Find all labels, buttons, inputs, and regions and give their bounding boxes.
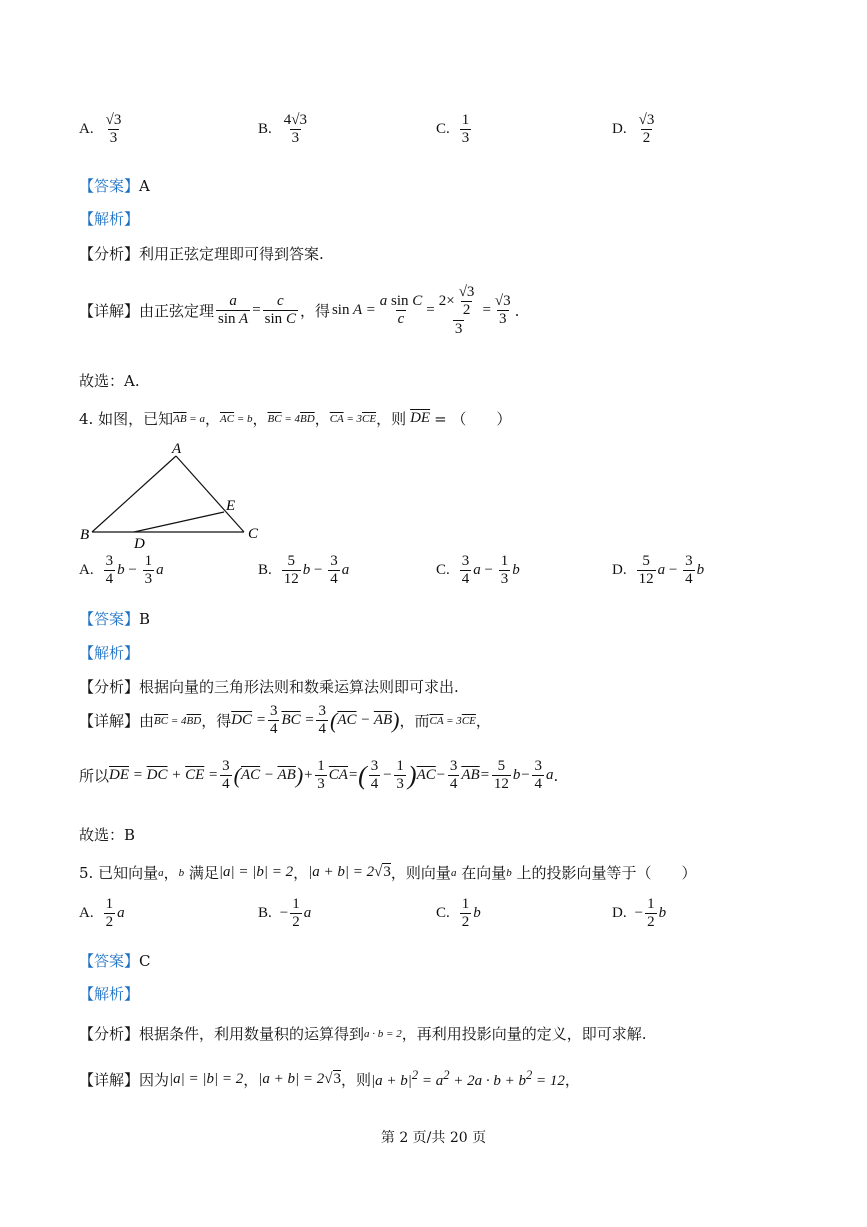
formula-compound: 2× $\frac{√3}{2}$ 3: [438, 284, 475, 337]
option-fraction: [460, 112, 472, 148]
answer-tag: 【答案】: [79, 952, 140, 970]
fenxi-text: 根据向量的三角形法则和数乘运算法则即可求出.: [139, 678, 459, 696]
analysis-tag: 【解析】: [79, 210, 140, 228]
q5-option-a: A. $\frac{1}{2}$ a: [79, 896, 125, 931]
fenxi-text: 利用正弦定理即可得到答案.: [139, 245, 324, 263]
q3-option-c: [436, 112, 473, 148]
option-fraction: [282, 112, 309, 148]
stem-sep: ，: [204, 410, 220, 428]
q5-analysis: [79, 983, 139, 1004]
option-label: B.: [258, 905, 272, 922]
q5-option-c: C. $\frac{1}{2}$ b: [436, 896, 481, 931]
denominator: 3: [291, 130, 300, 147]
analysis-tag: 【解析】: [79, 985, 140, 1003]
fenxi-tag: 【分析】: [79, 245, 140, 263]
option-label: C.: [436, 905, 450, 922]
q4-stem: [79, 408, 511, 429]
segment-de: [134, 512, 224, 532]
xiangjie-text-3: ，而: [399, 712, 430, 731]
xiangjie-text-2: ，得: [201, 712, 232, 731]
q4-analysis: [79, 642, 139, 663]
stem-sep: ，则: [376, 410, 407, 428]
stem-pre: 4. 如图，已知: [79, 410, 174, 428]
triangle-figure: [78, 438, 268, 550]
answer-value: A: [139, 177, 150, 195]
q3-option-a: [79, 112, 125, 148]
xiangjie-tag: 【详解】: [79, 302, 140, 321]
suoyi-text: 所以: [79, 767, 110, 786]
q5-fenxi: 【分析】 根据条件，利用数量积的运算得到 a · b = 2 ，再利用投影向量的定义，即可求解.: [79, 1025, 647, 1043]
denominator: 2: [642, 130, 651, 147]
stem-end: 上的投影向量等于（ ）: [516, 864, 697, 882]
denominator: 3: [109, 130, 118, 147]
xiangjie-text: 由正弦定理: [139, 302, 215, 321]
xiangjie-ze: ，则: [341, 1070, 372, 1089]
q4-option-b: B. $\frac{5}{12}$ b − $\frac{3}{4}$ a: [258, 553, 350, 588]
stem-sep: ，: [252, 410, 268, 428]
numerator: 4√3: [283, 112, 307, 128]
label-c: C: [248, 526, 259, 542]
option-label: B.: [258, 562, 272, 579]
numerator: √3: [105, 112, 122, 128]
stem-vec-2: $\overline{AC} = b$: [220, 412, 253, 425]
xiangjie-tag: 【详解】: [79, 1070, 140, 1089]
answer-tag: 【答案】: [79, 610, 140, 628]
q4-guxuan: [79, 824, 135, 845]
option-label: D.: [612, 121, 627, 138]
option-fraction: [104, 112, 124, 148]
q5-answer: [79, 950, 151, 971]
q5-xiangjie: 【详解】 因为 |a| = |b| = 2 ， |a + b| = 2√3 ，则 $|a + b|^2 = a^2 + 2a \cdot b + b^2 = 12$ ，: [79, 1068, 580, 1089]
option-label: A.: [79, 905, 94, 922]
answer-value: B: [139, 610, 151, 628]
label-a: A: [172, 441, 182, 457]
q5-option-b: B. − $\frac{1}{2}$ a: [258, 896, 312, 931]
stem-vec-3: $\overline{BC} = 4\overline{BD}$: [267, 412, 315, 425]
option-label: D.: [612, 562, 627, 579]
denominator: 3: [461, 130, 470, 147]
formula-a-over-sinA: $\frac{a}{\text{sin A}}$: [218, 293, 249, 328]
q3-option-b: [258, 112, 311, 148]
option-label: A.: [79, 121, 94, 138]
fenxi-tag: 【分析】: [79, 678, 140, 696]
formula-c-over-sinC: $\frac{c}{\text{sin C}}$: [264, 293, 296, 328]
fenxi-tag: 【分析】: [79, 1025, 140, 1043]
xiangjie-pre: 因为: [139, 1070, 170, 1089]
label-b: B: [80, 527, 90, 543]
stem-in: 在向量: [461, 864, 507, 882]
option-label: B.: [258, 121, 272, 138]
stem-target-vector: $\overline{DE}$: [410, 410, 431, 426]
q4-suoyi: 所以 $\overline{DE} = \overline{DC} + \overline{CE}$ = $\frac{3}{4}$ ( $\overline{AC} - \overline{AB}$ ) + $\frac{1}{3}$ $\overline{CA}$ = ( $\frac{3}{4}$ − $\frac{1}{3}$ ) $\overline{AC}$ − $\frac{3}{4}$ $\overline{AB}$ = $\frac{5}{12}$ b − $\frac{3}{4}$ a .: [79, 758, 559, 793]
option-label: C.: [436, 562, 450, 579]
option-label: A.: [79, 562, 94, 579]
option-label: C.: [436, 121, 450, 138]
q3-answer: [79, 175, 150, 196]
q5-option-d: D. − $\frac{1}{2}$ b: [612, 896, 667, 931]
q4-fenxi: [79, 676, 459, 697]
q4-option-c: C. $\frac{3}{4}$ a − $\frac{1}{3}$ b: [436, 553, 520, 588]
stem-pre: 5. 已知向量: [79, 864, 159, 882]
stem-sep: ，: [314, 410, 330, 428]
numerator: 1: [461, 112, 470, 128]
xiangjie-text-2: ，得: [299, 302, 330, 321]
q4-option-d: D. $\frac{5}{12}$ a − $\frac{3}{4}$ b: [612, 553, 705, 588]
label-d: D: [134, 536, 145, 550]
stem-vec-4: $\overline{CA} = 3\overline{CE}$: [329, 412, 377, 425]
analysis-tag: 【解析】: [79, 644, 140, 662]
label-e: E: [226, 498, 236, 514]
answer-value: C: [139, 952, 151, 970]
fenxi-post: ，再利用投影向量的定义，即可求解.: [401, 1025, 647, 1043]
side-ab: [92, 456, 176, 532]
option-label: D.: [612, 905, 627, 922]
answer-tag: 【答案】: [79, 177, 140, 195]
q4-option-a: A. $\frac{3}{4}$ b − $\frac{1}{3}$ a: [79, 553, 164, 588]
xiangjie-text: 由: [139, 712, 155, 731]
q4-xiangjie: 【详解】 由 $\overline{BC} = 4\overline{BD}$ ，得 $\overline{DC}$ = $\frac{3}{4}$ $\overline{BC}$ = $\frac{3}{4}$ ( $\overline{AC} - \overline{AB}$ ) ，而 $\overline{CA} = 3\overline{CE}$ ，: [79, 703, 491, 738]
page-footer: 第 2 页/共 20 页: [380, 1130, 487, 1146]
numerator: √3: [638, 112, 655, 128]
stem-mid: 满足: [188, 864, 219, 882]
q3-guxuan: [79, 370, 140, 391]
stem-cond: 则向量: [405, 864, 451, 882]
formula-result: $\frac{√3}{3}$: [494, 293, 511, 328]
guxuan-text: 故选：B: [79, 826, 136, 844]
xiangjie-tag: 【详解】: [79, 712, 140, 731]
q3-xiangjie: 【详解】 由正弦定理 $\frac{a}{\text{sin A}}$ = $\frac{c}{\text{sin C}}$ ，得 sin A = $\frac{\text{a sin C}}{c}$ = 2× $\frac{√3}{2}$ 3 = $\frac{√3}{3}$ .: [79, 284, 520, 337]
q3-analysis: [79, 208, 139, 229]
option-fraction: [637, 112, 657, 148]
stem-end: = （ ）: [434, 410, 512, 428]
q5-stem: 5. 已知向量 a ， b 满足 |a| = |b| = 2 ， |a + b| = 2√3 ， 则向量 a 在向量 b 上的投影向量等于（ ）: [79, 864, 697, 882]
q3-fenxi: [79, 243, 324, 264]
formula-asinC-over-c: $\frac{\text{a sin C}}{c}$: [379, 293, 423, 328]
stem-vec-1: $\overline{AB} = a$: [173, 412, 205, 425]
q4-answer: [79, 608, 150, 629]
guxuan-text: 故选：A.: [79, 372, 140, 390]
fenxi-pre: 根据条件，利用数量积的运算得到: [139, 1025, 365, 1043]
q3-option-d: [612, 112, 658, 148]
